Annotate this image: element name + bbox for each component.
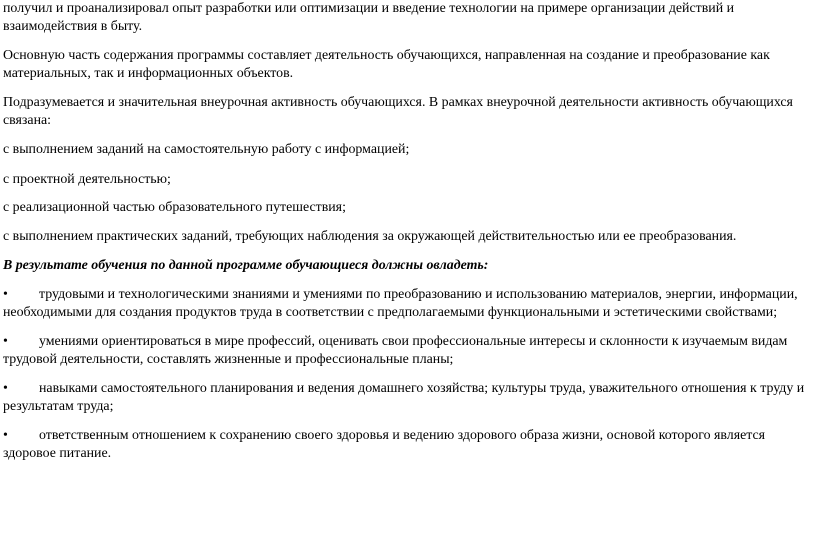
bullet-mark: • [3, 287, 8, 302]
bullet-item-professions [3, 333, 815, 369]
paragraph-extracurricular: Подразумевается и значительная внеурочная активность обучающихся. В рамках внеурочной деятельности активность обучающихся связана: [3, 95, 793, 128]
bullet-mark: • [3, 381, 8, 396]
paragraph-info-tasks: с выполнением заданий на самостоятельную работу с информацией; [3, 142, 410, 157]
bullet-text: умениями ориентироваться в мире профессий, оценивать свои профессиональные интересы и склонности к изучаемым видам трудовой деятельности, составлять жизненные и профессиональные планы; [3, 334, 788, 367]
paragraph-project-activity: с проектной деятельностью; [3, 172, 171, 187]
bullet-mark: • [3, 428, 8, 443]
bullet-text: навыками самостоятельного планирования и ведения домашнего хозяйства; культуры труда, уважительного отношения к труду и результатам труда; [3, 381, 805, 414]
bullet-item-health [3, 427, 815, 463]
bullet-text: ответственным отношением к сохранению своего здоровья и ведению здорового образа жизни, основой которого является здоровое питание. [3, 428, 766, 461]
results-heading: В результате обучения по данной программе обучающиеся должны овладеть: [3, 258, 489, 273]
paragraph-experience: получил и проанализировал опыт разработки или оптимизации и введение технологии на примере организации действий и взаимодействия в быту. [3, 1, 735, 34]
bullet-item-household [3, 380, 815, 416]
paragraph-program-content: Основную часть содержания программы составляет деятельность обучающихся, направленная на создание и преобразование как материальных, так и информационных объектов. [3, 48, 770, 81]
bullet-mark: • [3, 334, 8, 349]
paragraph-practical-tasks: с выполнением практических заданий, требующих наблюдения за окружающей действительностью или ее преобразования. [3, 229, 737, 244]
bullet-item-skills [3, 286, 815, 322]
paragraph-travel: с реализационной частью образовательного путешествия; [3, 200, 346, 215]
bullet-text: трудовыми и технологическими знаниями и умениями по преобразованию и использованию материалов, энергии, информации, необходимыми для создания продуктов труда в соответствии с предполагаемыми функциональными и эстетическими свойствами; [3, 287, 798, 320]
